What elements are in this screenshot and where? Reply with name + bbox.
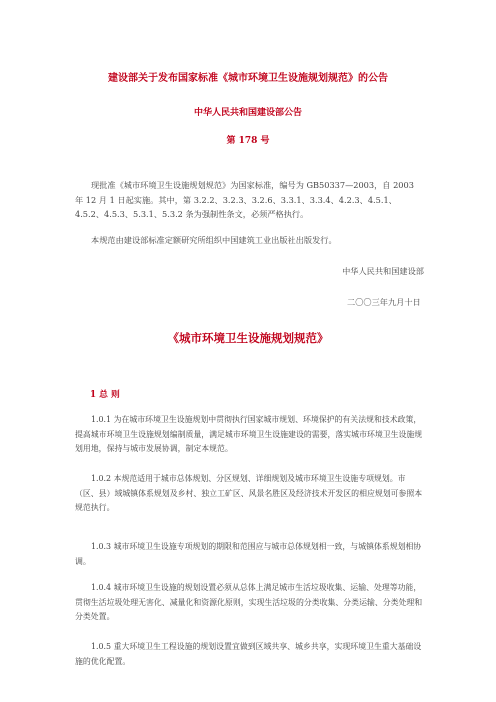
clause-1-0-5: 1.0.5 重大环境卫生工程设施的规划设置宜做到区域共享、城乡共享，实现环境卫生重大基础设施的优化配置。 (75, 642, 422, 666)
clause-1-0-4: 1.0.4 城市环境卫生设施的规划设置必须从总体上满足城市生活垃圾收集、运输、处理等功能，贯彻生活垃圾处理无害化、减量化和资源化原则，实现生活垃圾的分类收集、分类运输、分类处理和分类处置。 (75, 583, 423, 622)
clause-1-0-3: 1.0.3 城市环境卫生设施专项规划的期限和范围应与城市总体规划相一致，与城镇体系规划相协调。 (75, 542, 422, 566)
announcement-date-block (75, 295, 423, 310)
chapter-title: 1 总 则 (90, 390, 120, 400)
publisher-note: 本规范由建设部标准定额研究所组织中国建筑工业出版社出版发行。 (91, 235, 337, 245)
standard-title: 《城市环境卫生设施规划规范》 (167, 331, 329, 345)
announcement-issuer: 中华人民共和国建设部公告 (193, 108, 302, 118)
announcement-date: 二〇〇三年九月十日 (347, 297, 421, 307)
clause-1-0-1: 1.0.1 为在城市环境卫生设施规划中贯彻执行国家城市规划、环境保护的有关法规和技术政策，提高城市环境卫生设施规划编制质量，满足城市环境卫生设施建设的需要，落实城市环境卫生设施规划用地，保持与城市发展协调，制定本规范。 (75, 415, 423, 454)
announcement-signature: 中华人民共和国建设部 (342, 266, 424, 276)
announcement-title: 建设部关于发布国家标准《城市环境卫生设施规划规范》的公告 (108, 73, 388, 84)
announcement-number: 第 178 号 (226, 136, 270, 146)
clause-1-0-2: 1.0.2 本规范适用于城市总体规划、分区规划、详细规划及城市环境卫生设施专项规划。市（区、县）域城镇体系规划及乡村、独立工矿区、风景名胜区及经济技术开发区的相应规划可参照本规范执行。 (75, 474, 423, 513)
announcement-body: 现批准《城市环境卫生设施规划规范》为国家标准，编号为 GB50337—2003，自 2003 年 12 月 1 日起实施。其中，第 3.2.2、3.2.3、3.2.6、3.3.1、3.3.4、4.2.3、4.5.1、4.5.2、4.5.3、5.3.1、5.3.2 条为强制性条文，必须严格执行。 (75, 180, 414, 219)
